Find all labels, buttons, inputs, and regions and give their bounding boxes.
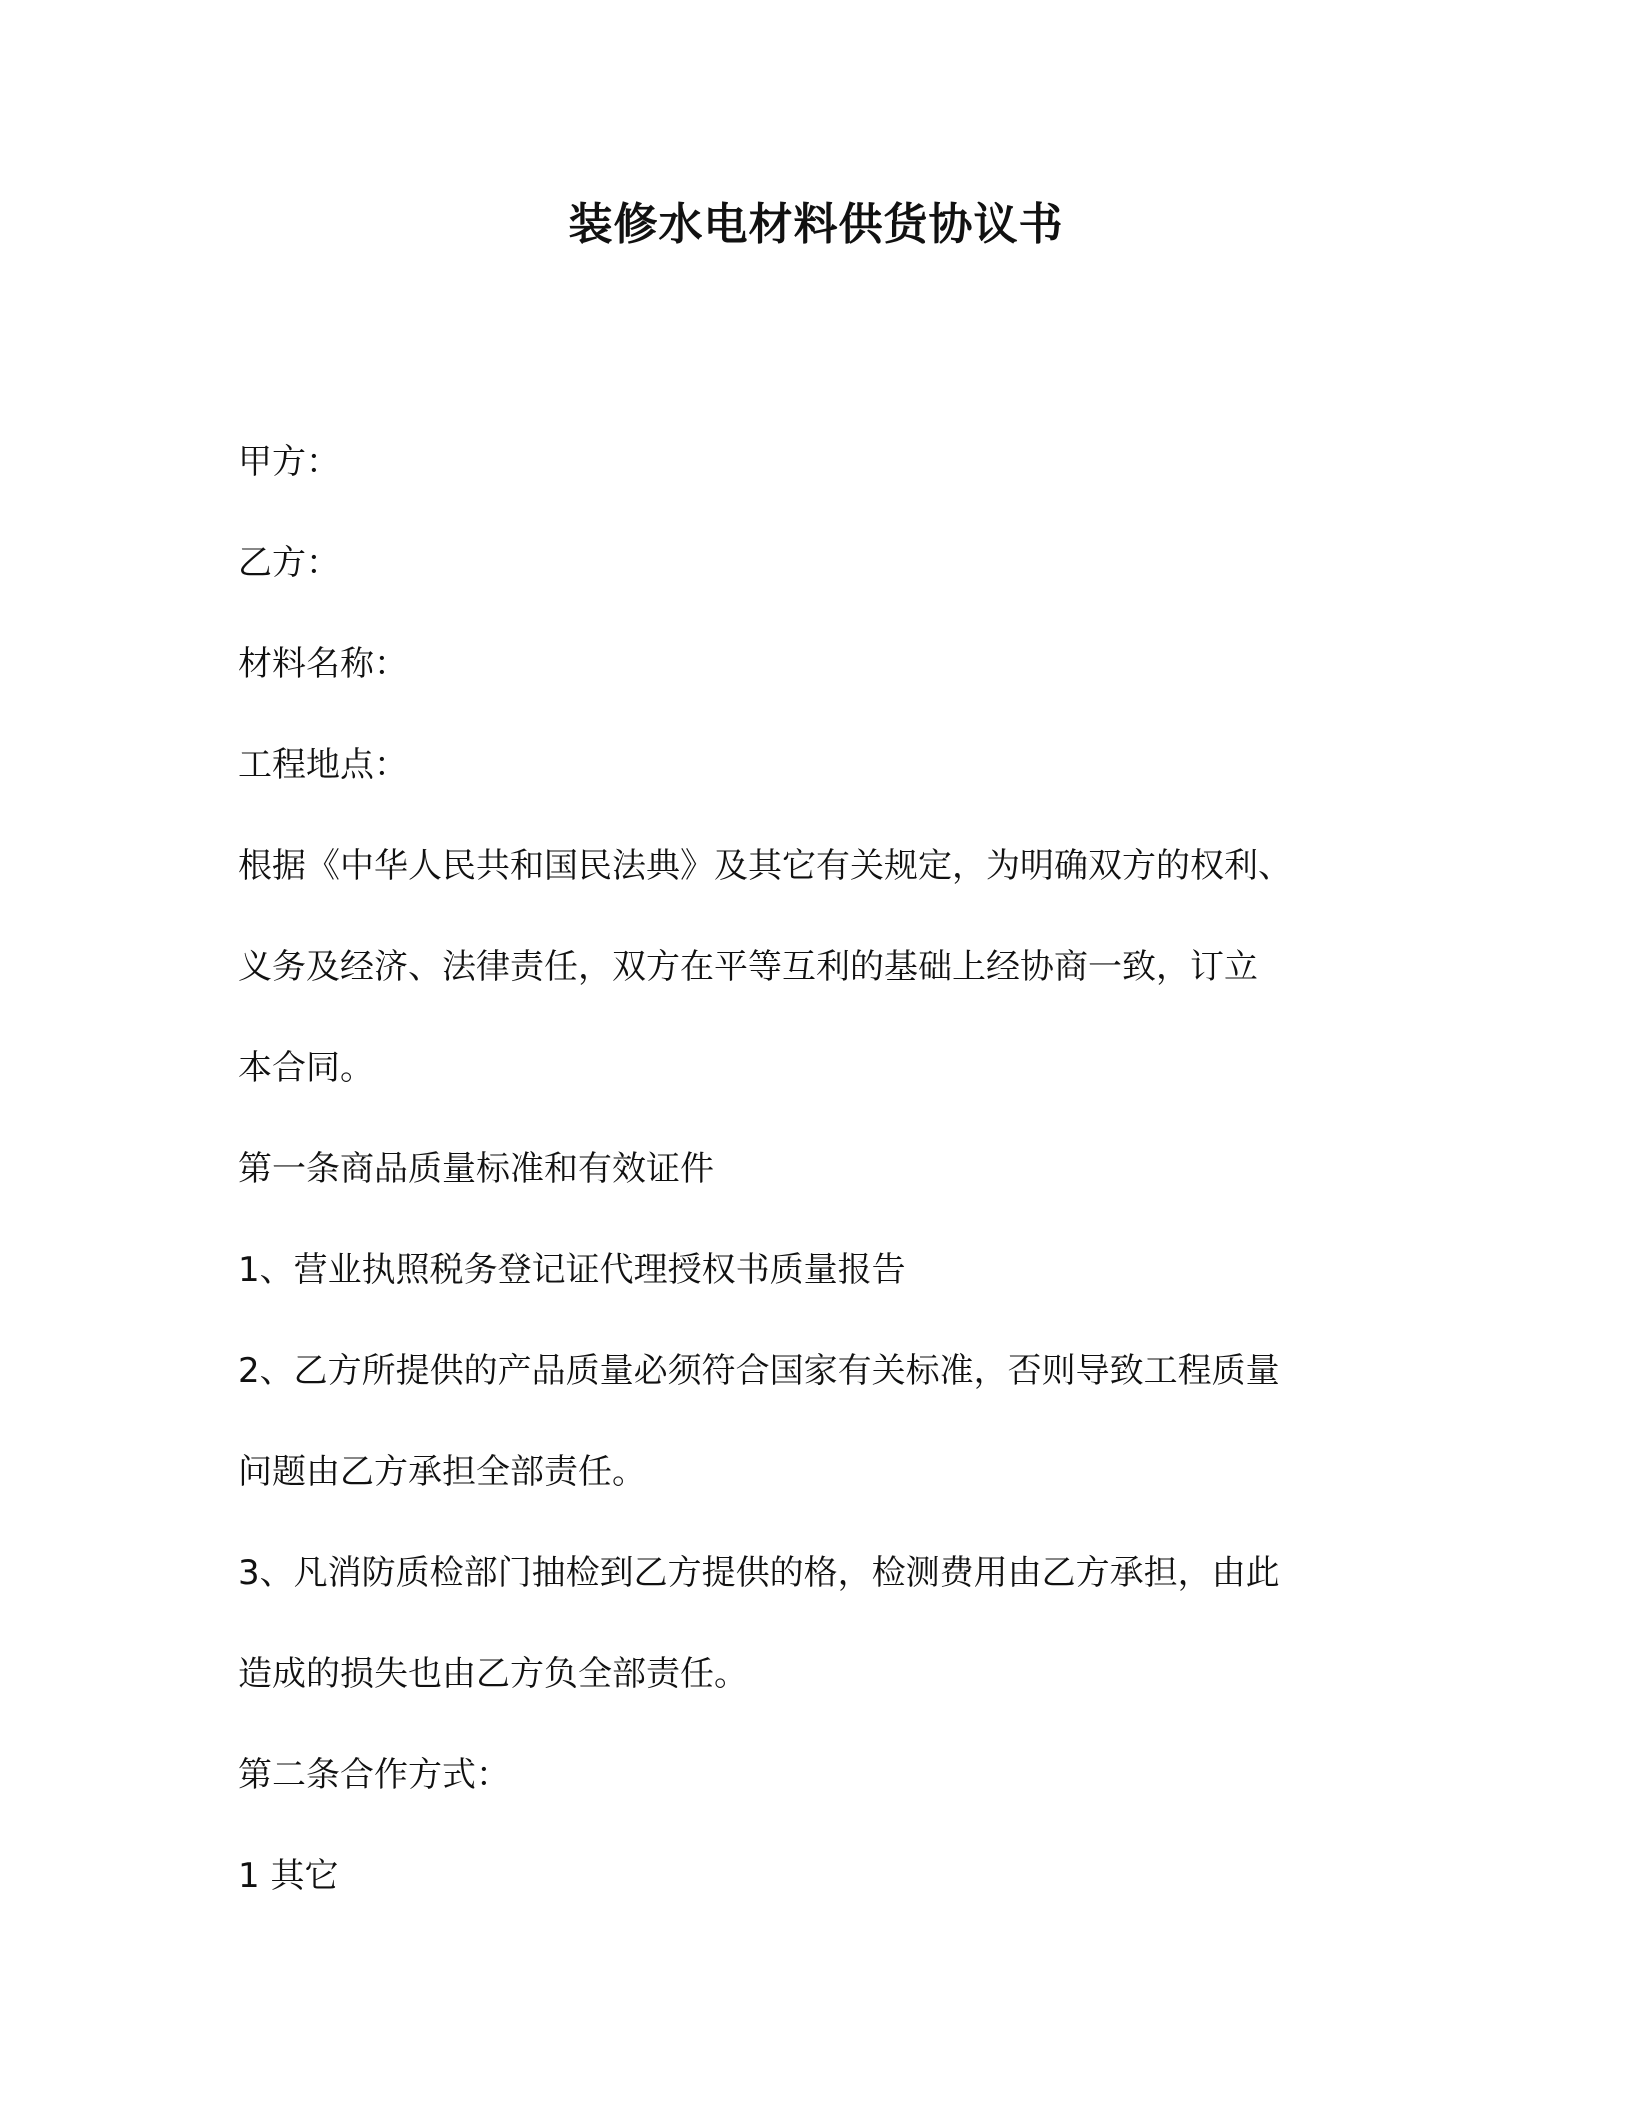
article-2-item-1: 1 其它 — [238, 1856, 339, 1896]
document-body — [238, 412, 1398, 1927]
project-location-line: 工程地点： — [238, 745, 408, 785]
article-1-item-1: 1、营业执照税务登记证代理授权书质量报告 — [238, 1250, 906, 1290]
preamble-line-3: 本合同。 — [238, 1048, 374, 1088]
preamble-line-1: 根据《中华人民共和国民法典》及其它有关规定，为明确双方的权利、 — [238, 846, 1292, 886]
article-1-item-2-line-1: 2、乙方所提供的产品质量必须符合国家有关标准，否则导致工程质量 — [238, 1351, 1280, 1391]
party-b-line: 乙方： — [238, 543, 340, 583]
party-a-line: 甲方： — [238, 442, 340, 482]
document-title: 装修水电材料供货协议书 — [568, 199, 1064, 250]
article-1-heading: 第一条商品质量标准和有效证件 — [238, 1149, 714, 1189]
article-1-item-2-line-2: 问题由乙方承担全部责任。 — [238, 1452, 646, 1492]
article-1-item-3-line-2: 造成的损失也由乙方负全部责任。 — [238, 1654, 748, 1694]
article-1-item-3-line-1: 3、凡消防质检部门抽检到乙方提供的格，检测费用由乙方承担，由此 — [238, 1553, 1280, 1593]
article-2-heading: 第二条合作方式： — [238, 1755, 510, 1795]
preamble-line-2: 义务及经济、法律责任，双方在平等互利的基础上经协商一致，订立 — [238, 947, 1258, 987]
material-name-line: 材料名称： — [238, 644, 408, 684]
